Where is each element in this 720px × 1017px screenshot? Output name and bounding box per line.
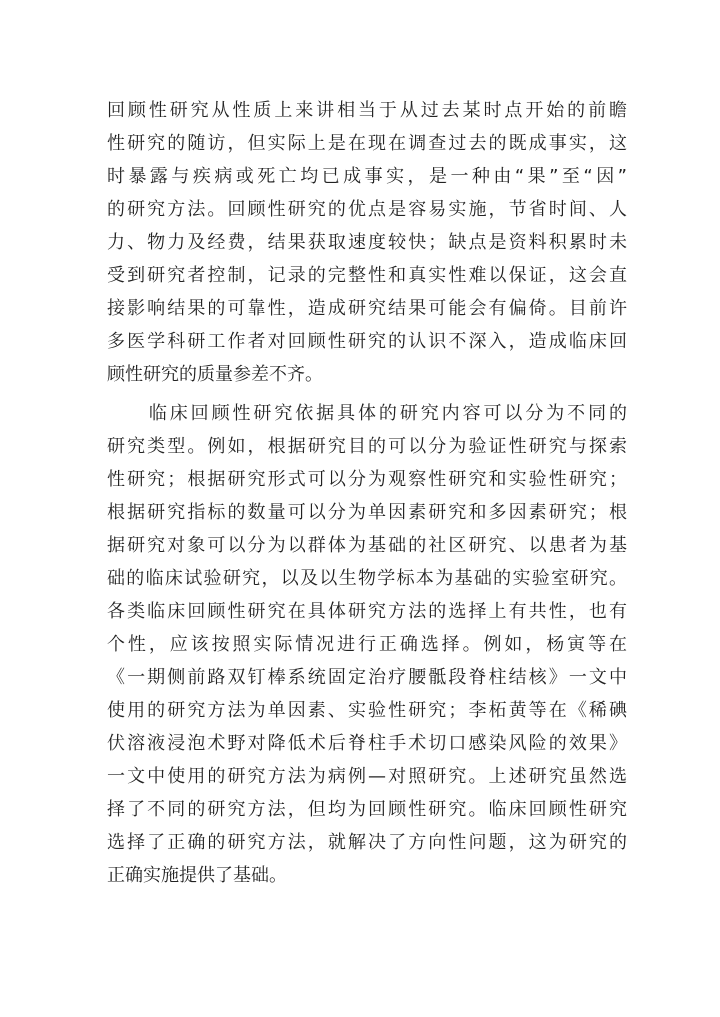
text-line: 选择了正确的研究方法，就解决了方向性问题，这为研究的: [107, 832, 627, 853]
paragraph-2: [107, 397, 627, 892]
text-line: 时暴露与疾病或死亡均已成事实，是一种由“果”至“因”: [107, 166, 627, 187]
text-line: 性研究；根据研究形式可以分为观察性研究和实验性研究；: [107, 469, 627, 490]
text-line: 础的临床试验研究，以及以生物学标本为基础的实验室研究。: [107, 568, 627, 589]
text-line: 各类临床回顾性研究在具体研究方法的选择上有共性，也有: [107, 601, 627, 622]
text-line: 个性，应该按照实际情况进行正确选择。例如，杨寅等在: [107, 634, 627, 655]
text-line: 的研究方法。回顾性研究的优点是容易实施，节省时间、人: [107, 199, 627, 220]
text-line: 受到研究者控制，记录的完整性和真实性难以保证，这会直: [107, 265, 627, 286]
text-line: 研究类型。例如，根据研究目的可以分为验证性研究与探索: [107, 436, 627, 457]
text-line: 使用的研究方法为单因素、实验性研究；李柘黄等在《稀碘: [107, 700, 627, 721]
text-line: 回顾性研究从性质上来讲相当于从过去某时点开始的前瞻: [107, 100, 627, 121]
text-line: 顾性研究的质量参差不齐。: [107, 364, 323, 385]
text-line: 多医学科研工作者对回顾性研究的认识不深入，造成临床回: [107, 331, 627, 352]
text-line: 性研究的随访，但实际上是在现在调查过去的既成事实，这: [107, 133, 627, 154]
text-line: 临床回顾性研究依据具体的研究内容可以分为不同的: [107, 403, 627, 424]
paragraph-1: [107, 94, 627, 391]
text-line: 择了不同的研究方法，但均为回顾性研究。临床回顾性研究: [107, 799, 627, 820]
text-line: 力、物力及经费，结果获取速度较快；缺点是资料积累时未: [107, 232, 627, 253]
text-line: 《一期侧前路双钉棒系统固定治疗腰骶段脊柱结核》一文中: [107, 667, 627, 688]
body-text: [107, 94, 627, 892]
text-line: 一文中使用的研究方法为病例—对照研究。上述研究虽然选: [107, 766, 627, 787]
text-line: 据研究对象可以分为以群体为基础的社区研究、以患者为基: [107, 535, 627, 556]
text-line: 根据研究指标的数量可以分为单因素研究和多因素研究；根: [107, 502, 627, 523]
text-line: 正确实施提供了基础。: [107, 865, 287, 886]
text-line: 伏溶液浸泡术野对降低术后脊柱手术切口感染风险的效果》: [107, 733, 627, 754]
text-line: 接影响结果的可靠性，造成研究结果可能会有偏倚。目前许: [107, 298, 627, 319]
